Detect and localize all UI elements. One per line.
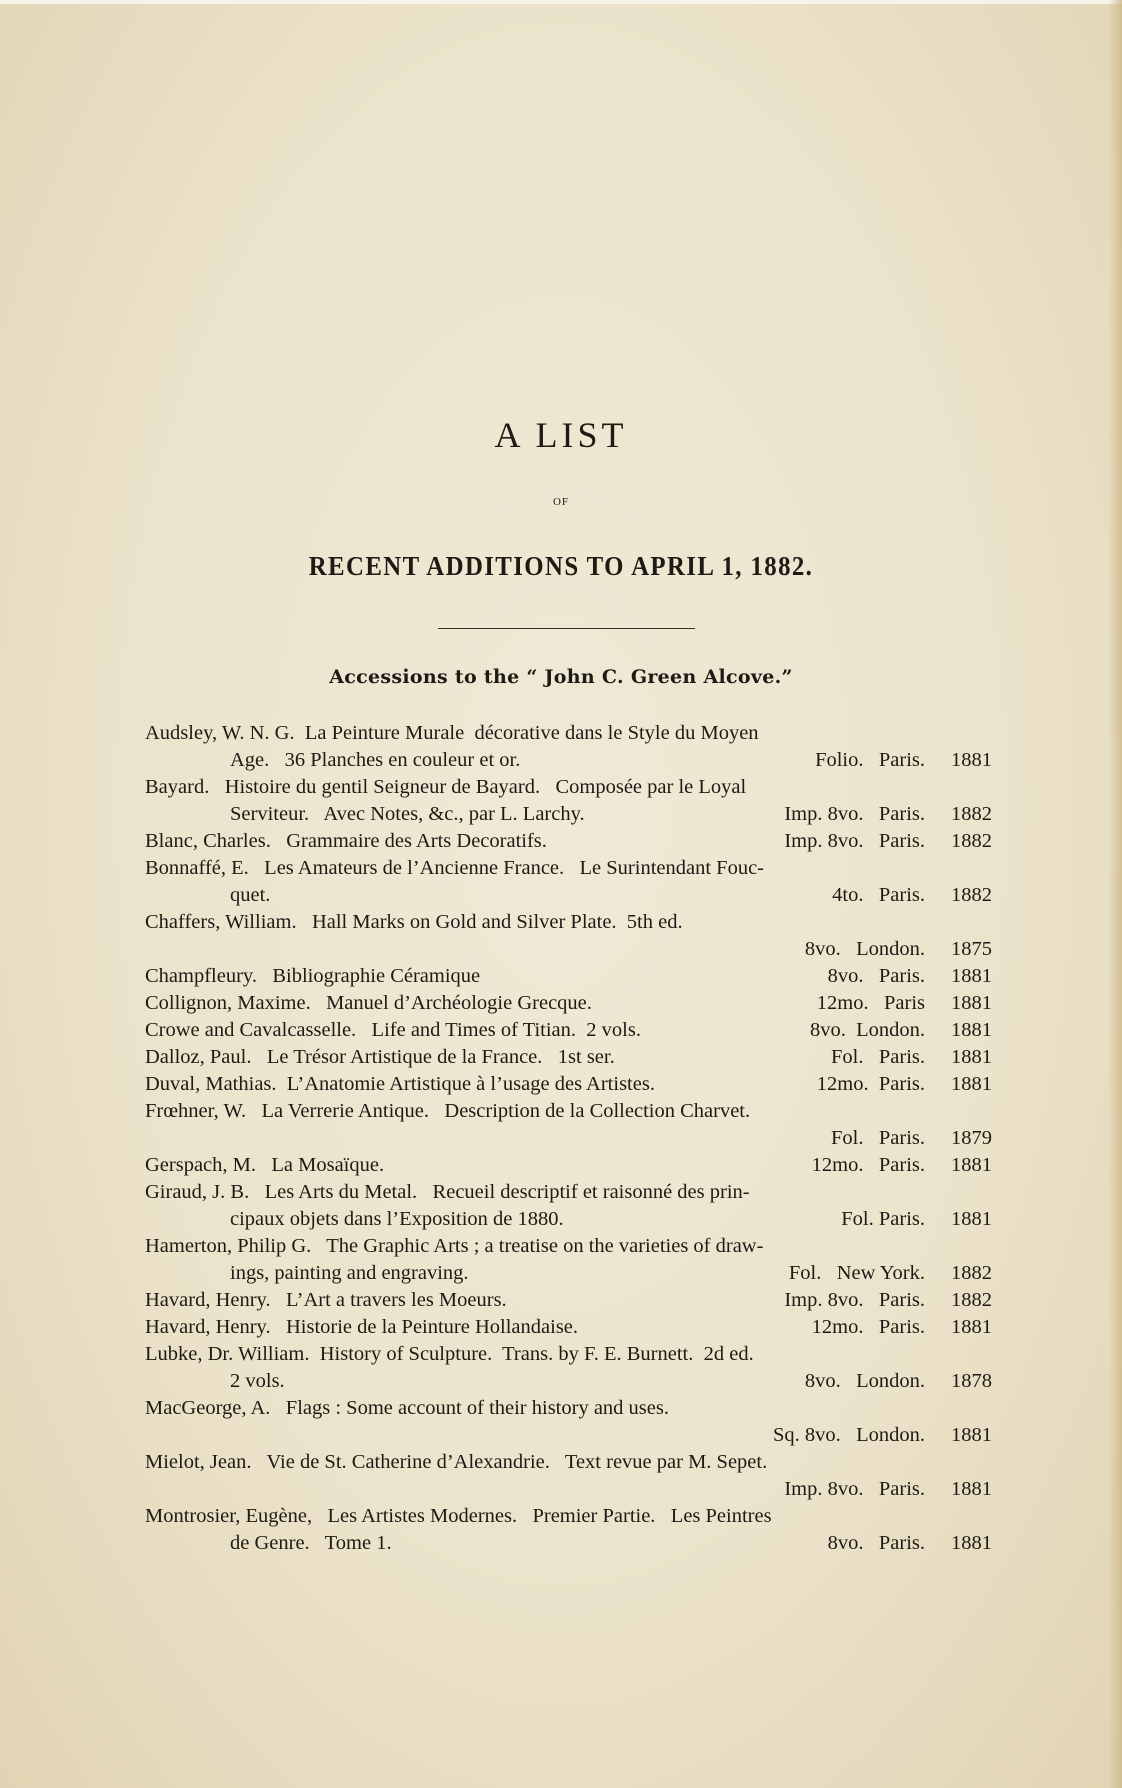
entry-line bbox=[145, 1071, 995, 1098]
entry-line bbox=[145, 855, 995, 882]
entry-format-place: 8vo. Paris. bbox=[827, 965, 925, 987]
entry-author-title: Dalloz, Paul. Le Trésor Artistique de la France. 1st ser. bbox=[145, 1046, 615, 1068]
main-title: RECENT ADDITIONS TO APRIL 1, 1882. bbox=[308, 551, 814, 581]
entry-author-title: Giraud, J. B. Les Arts du Metal. Recueil descriptif et raisonné des prin- bbox=[145, 1181, 750, 1203]
entry-format-place: 12mo. Paris. bbox=[811, 1316, 925, 1338]
entry-author-title: Crowe and Cavalcasselle. Life and Times of Titian. 2 vols. bbox=[145, 1019, 641, 1041]
entry-line bbox=[145, 774, 995, 801]
entry-author-title: Chaffers, William. Hall Marks on Gold and Silver Plate. 5th ed. bbox=[145, 911, 683, 933]
entry-author-title: Audsley, W. N. G. La Peinture Murale décorative dans le Style du Moyen bbox=[145, 722, 759, 744]
entry-author-title: Duval, Mathias. L’Anatomie Artistique à l’usage des Artistes. bbox=[145, 1073, 655, 1095]
entry-format-place: Folio. Paris. bbox=[815, 749, 925, 771]
entry-format-place: Fol. Paris. bbox=[831, 1046, 925, 1068]
entry-format-place: 12mo. Paris bbox=[816, 992, 925, 1014]
entry-year: 1881 bbox=[951, 1073, 992, 1095]
entry-line bbox=[145, 1503, 995, 1530]
entry-year: 1882 bbox=[951, 830, 992, 852]
entry-line bbox=[145, 1395, 995, 1422]
entry-year: 1881 bbox=[951, 749, 992, 771]
entry-format-place: 8vo. London. bbox=[804, 1370, 925, 1392]
entry-year: 1881 bbox=[951, 1316, 992, 1338]
list-entry bbox=[145, 1044, 995, 1071]
entry-line bbox=[145, 1341, 995, 1368]
entry-year: 1881 bbox=[951, 1154, 992, 1176]
entry-year: 1881 bbox=[951, 1424, 992, 1446]
entry-continuation-line bbox=[145, 1125, 995, 1152]
entry-line bbox=[145, 1098, 995, 1125]
entry-author-title: Champfleury. Bibliographie Céramique bbox=[145, 965, 481, 987]
entry-year: 1881 bbox=[951, 965, 992, 987]
entry-author-title: Bonnaffé, E. Les Amateurs de l’Ancienne France. Le Surintendant Fouc- bbox=[145, 857, 764, 879]
entry-year: 1875 bbox=[951, 938, 992, 960]
list-entry bbox=[145, 1341, 995, 1395]
page-edge-right bbox=[1108, 0, 1122, 1788]
entry-format-place: 4to. Paris. bbox=[832, 884, 925, 906]
entry-format-place: Imp. 8vo. Paris. bbox=[784, 1478, 925, 1500]
entry-title-continued: quet. bbox=[230, 884, 271, 906]
entry-continuation-line bbox=[145, 747, 995, 774]
entry-line bbox=[145, 1449, 995, 1476]
entry-line bbox=[145, 1287, 995, 1314]
list-entry bbox=[145, 1152, 995, 1179]
entry-format-place: Imp. 8vo. Paris. bbox=[784, 1289, 925, 1311]
entry-continuation-line bbox=[145, 801, 995, 828]
entry-format-place: Fol. New York. bbox=[788, 1262, 925, 1284]
entry-line bbox=[145, 1233, 995, 1260]
list-entry bbox=[145, 909, 995, 963]
entry-line bbox=[145, 1179, 995, 1206]
section-heading: Accessions to the “ John C. Green Alcove.” bbox=[329, 666, 793, 688]
entry-line bbox=[145, 1044, 995, 1071]
entry-continuation-line bbox=[145, 1530, 995, 1557]
entry-title-continued: Age. 36 Planches en couleur et or. bbox=[230, 749, 521, 771]
entry-line bbox=[145, 720, 995, 747]
entry-format-place: 8vo. London. bbox=[809, 1019, 925, 1041]
list-entry bbox=[145, 1233, 995, 1287]
divider-rule bbox=[438, 628, 695, 629]
list-entry bbox=[145, 1395, 995, 1449]
list-entry bbox=[145, 990, 995, 1017]
list-entry bbox=[145, 828, 995, 855]
entry-format-place: Fol. Paris. bbox=[841, 1208, 925, 1230]
page-title: A LIST bbox=[494, 415, 628, 455]
entry-author-title: Blanc, Charles. Grammaire des Arts Decoratifs. bbox=[145, 830, 547, 852]
entry-year: 1882 bbox=[951, 803, 992, 825]
entry-year: 1881 bbox=[951, 1046, 992, 1068]
entry-year: 1878 bbox=[951, 1370, 992, 1392]
list-entry bbox=[145, 1017, 995, 1044]
entry-line bbox=[145, 1152, 995, 1179]
entry-format-place: 12mo. Paris. bbox=[811, 1154, 925, 1176]
entry-author-title: Lubke, Dr. William. History of Sculpture. Trans. by F. E. Burnett. 2d ed. bbox=[145, 1343, 754, 1365]
list-entry bbox=[145, 1287, 995, 1314]
entry-author-title: Collignon, Maxime. Manuel d’Archéologie Grecque. bbox=[145, 992, 592, 1014]
list-entry bbox=[145, 1314, 995, 1341]
entry-year: 1881 bbox=[951, 992, 992, 1014]
entry-line bbox=[145, 1017, 995, 1044]
entry-author-title: Havard, Henry. Historie de la Peinture Hollandaise. bbox=[145, 1316, 579, 1338]
entry-format-place: Imp. 8vo. Paris. bbox=[784, 803, 925, 825]
entry-title-continued: 2 vols. bbox=[230, 1370, 285, 1392]
list-entry bbox=[145, 774, 995, 828]
entry-continuation-line bbox=[145, 1476, 995, 1503]
entry-title-continued: cipaux objets dans l’Exposition de 1880. bbox=[230, 1208, 564, 1230]
entry-author-title: MacGeorge, A. Flags : Some account of their history and uses. bbox=[145, 1397, 669, 1419]
entry-line bbox=[145, 909, 995, 936]
entry-continuation-line bbox=[145, 1206, 995, 1233]
entry-year: 1882 bbox=[951, 884, 992, 906]
entry-year: 1882 bbox=[951, 1262, 992, 1284]
entry-continuation-line bbox=[145, 1368, 995, 1395]
entry-format-place: 8vo. Paris. bbox=[827, 1532, 925, 1554]
entry-format-place: Imp. 8vo. Paris. bbox=[784, 830, 925, 852]
entry-line bbox=[145, 828, 995, 855]
entry-line bbox=[145, 963, 995, 990]
entry-title-continued: de Genre. Tome 1. bbox=[230, 1532, 392, 1554]
page-edge-top bbox=[0, 0, 1122, 4]
entry-author-title: Frœhner, W. La Verrerie Antique. Description de la Collection Charvet. bbox=[145, 1100, 751, 1122]
entry-continuation-line bbox=[145, 1422, 995, 1449]
list-entry bbox=[145, 1071, 995, 1098]
entry-author-title: Gerspach, M. La Mosaïque. bbox=[145, 1154, 385, 1176]
entry-continuation-line bbox=[145, 1260, 995, 1287]
entry-author-title: Montrosier, Eugène, Les Artistes Modernes. Premier Partie. Les Peintres bbox=[145, 1505, 772, 1527]
entry-title-continued: Serviteur. Avec Notes, &c., par L. Larchy. bbox=[230, 803, 585, 825]
entry-format-place: 12mo. Paris. bbox=[816, 1073, 925, 1095]
entry-line bbox=[145, 990, 995, 1017]
entry-year: 1879 bbox=[951, 1127, 992, 1149]
entry-author-title: Bayard. Histoire du gentil Seigneur de Bayard. Composée par le Loyal bbox=[145, 776, 747, 798]
list-entry bbox=[145, 1449, 995, 1503]
entry-continuation-line bbox=[145, 936, 995, 963]
list-entry bbox=[145, 720, 995, 774]
entry-year: 1881 bbox=[951, 1208, 992, 1230]
entry-author-title: Hamerton, Philip G. The Graphic Arts ; a treatise on the varieties of draw- bbox=[145, 1235, 764, 1257]
list-entry bbox=[145, 1098, 995, 1152]
entry-continuation-line bbox=[145, 882, 995, 909]
entry-year: 1882 bbox=[951, 1289, 992, 1311]
list-entry bbox=[145, 1179, 995, 1233]
list-entry bbox=[145, 963, 995, 990]
entry-format-place: Sq. 8vo. London. bbox=[772, 1424, 925, 1446]
title-of: OF bbox=[552, 496, 570, 508]
entry-year: 1881 bbox=[951, 1532, 992, 1554]
list-entry bbox=[145, 1503, 995, 1557]
entry-author-title: Mielot, Jean. Vie de St. Catherine d’Alexandrie. Text revue par M. Sepet. bbox=[145, 1451, 768, 1473]
entry-format-place: 8vo. London. bbox=[804, 938, 925, 960]
entry-line bbox=[145, 1314, 995, 1341]
list-entry bbox=[145, 855, 995, 909]
entry-author-title: Havard, Henry. L’Art a travers les Moeurs. bbox=[145, 1289, 507, 1311]
entry-title-continued: ings, painting and engraving. bbox=[230, 1262, 469, 1284]
accessions-list bbox=[145, 720, 995, 1557]
entry-year: 1881 bbox=[951, 1478, 992, 1500]
entry-format-place: Fol. Paris. bbox=[831, 1127, 925, 1149]
entry-year: 1881 bbox=[951, 1019, 992, 1041]
